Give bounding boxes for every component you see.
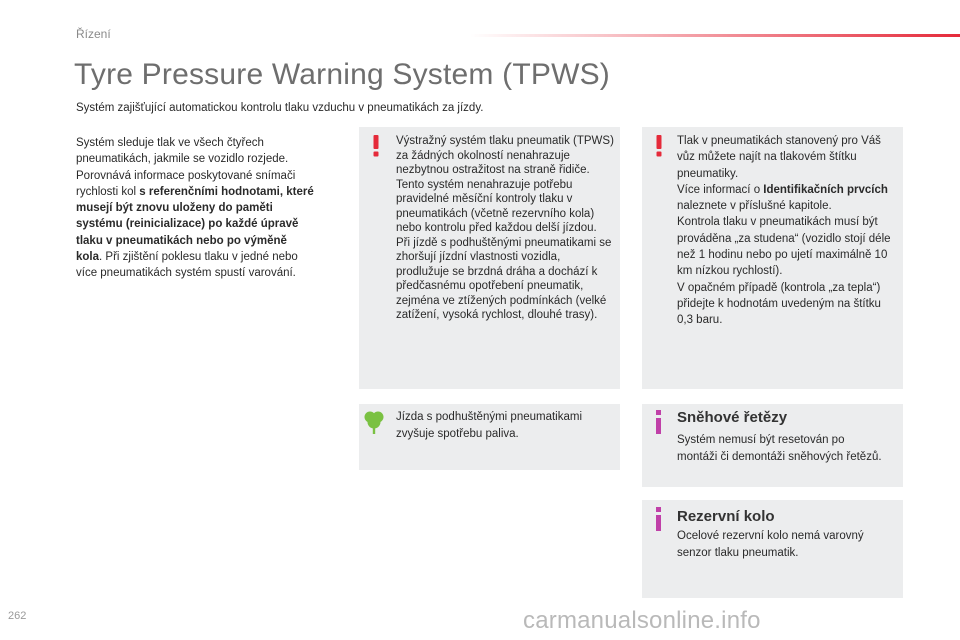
exclamation-icon (652, 135, 666, 157)
watermark: carmanualsonline.info (523, 607, 761, 634)
warning-2-text (677, 133, 899, 329)
spare-wheel-title: Rezervní kolo (677, 508, 775, 525)
intro-text: Systém zajišťující automatickou kontrolu tlaku vzduchu v pneumatikách za jízdy. (76, 102, 484, 114)
header-accent-rule (470, 34, 960, 37)
eco-box (359, 404, 620, 470)
info-icon (652, 410, 666, 434)
info-icon (652, 507, 666, 531)
warning-2-text-pre: Více informací o (677, 183, 764, 196)
warning-2-paragraph: Kontrola tlaku v pneumatikách musí být prováděna „za studena“ (vozidlo stojí déle než 1 hodinu nebo po ujetí maximálně 10 km nízkou rychlostí). (677, 216, 891, 278)
warning-2-paragraph: V opačném případě (kontrola „za tepla“) přidejte k hodnotám uvedeným na štítku 0,3 baru. (677, 281, 881, 327)
body-text-part2: . Při zjištění poklesu tlaku v jedné nebo více pneumatikách systém spustí varování. (76, 251, 298, 280)
body-text-bold: s referenčními hodnotami, které musejí být znovu uloženy do paměti systému (reinicializace) po každé úpravě tlaku v pneumatikách nebo po výměně kola (76, 185, 314, 264)
warning-2-paragraph (677, 182, 899, 215)
info-box-spare-wheel (642, 500, 903, 598)
main-body-text (76, 135, 316, 282)
info-box-snow-chains (642, 404, 903, 487)
eco-text: Jízda s podhuštěnými pneumatikami zvyšuje spotřebu paliva. (396, 411, 583, 440)
page-title: Tyre Pressure Warning System (TPWS) (74, 58, 610, 91)
warning-1-paragraph: Při jízdě s podhuštěnými pneumatikami se zhoršují jízdní vlastnosti vozidla, prodlužuje se brzdná dráha a dochází k předčasnému opotřebení pneumatik, zejména ve ztížených podmínkách (velké zatížení, vysoká rychlost, dlouhé trasy). (396, 236, 612, 321)
snow-chains-title: Sněhové řetězy (677, 409, 788, 426)
spare-wheel-text: Ocelové rezervní kolo nemá varovný senzor tlaku pneumatik. (677, 530, 864, 559)
snow-chains-text: Systém nemusí být resetován po montáži či demontáži sněhových řetězů. (677, 434, 882, 463)
warning-2-text-bold: Identifikačních prvcích (763, 183, 888, 196)
leaf-icon (364, 410, 384, 434)
section-label: Řízení (76, 27, 111, 41)
warning-1-text (396, 134, 614, 323)
warning-2-text-post: naleznete v příslušné kapitole. (677, 200, 832, 213)
body-text-part1: Systém sleduje tlak ve všech čtyřech pneumatikách, jakmile se vozidlo rozjede. Porovnává informace poskytované snímači rychlosti kol (76, 137, 296, 198)
warning-1-paragraph: Tento systém nenahrazuje potřebu pravidelné měsíční kontroly tlaku v pneumatikách (včetně rezervního kola) nebo kontrolu před každou delší jízdou. (396, 178, 597, 234)
warning-2-paragraph: Tlak v pneumatikách stanovený pro Váš vůz můžete najít na tlakovém štítku pneumatiky. (677, 135, 881, 180)
warning-box-pressure (642, 127, 903, 389)
exclamation-icon (369, 135, 383, 157)
page-number: 262 (8, 610, 27, 622)
warning-box-tpws (359, 127, 620, 389)
warning-1-paragraph: Výstražný systém tlaku pneumatik (TPWS) za žádných okolností nenahrazuje nezbytnou ostražitost na straně řidiče. (396, 135, 614, 176)
